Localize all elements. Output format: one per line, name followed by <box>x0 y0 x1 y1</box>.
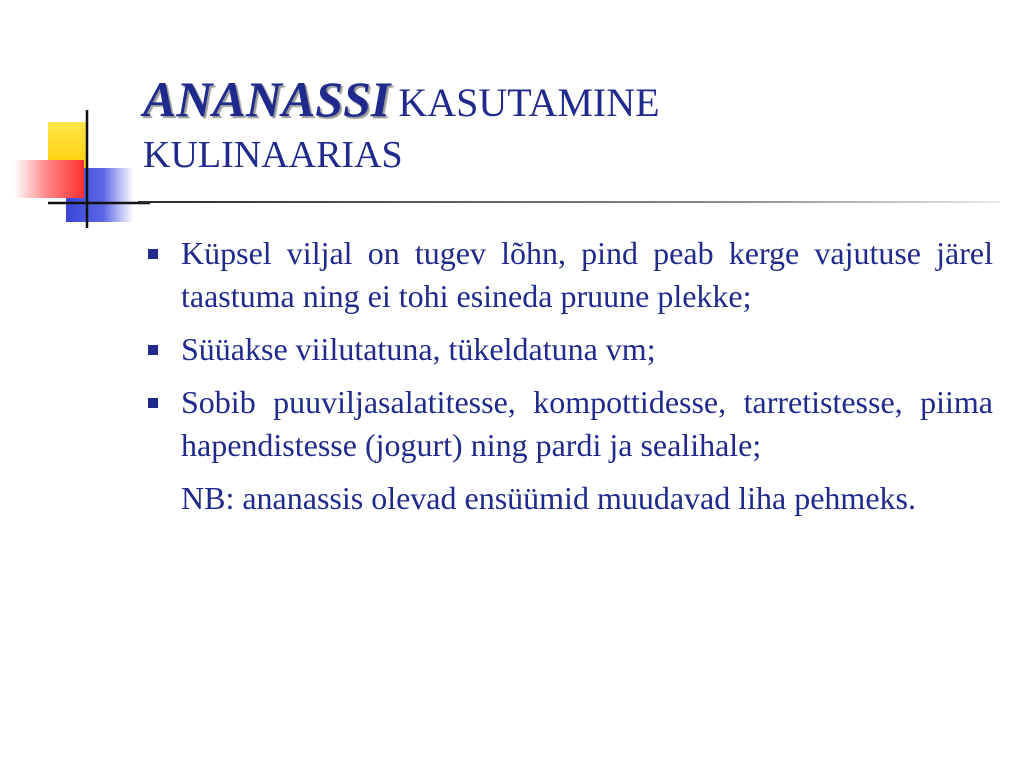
bullet-text: Küpsel viljal on tugev lõhn, pind peab kerge vajutuse järel taastuma ning ei tohi esineda pruune plekke; <box>181 235 993 314</box>
logo-red-square <box>14 160 84 198</box>
bullet-square-icon <box>148 249 158 259</box>
title-rest: KASUTAMINE <box>398 80 660 125</box>
bullet-item <box>145 232 993 318</box>
title-line2: KULINAARIAS <box>143 134 403 176</box>
title-divider <box>138 201 1000 203</box>
bullet-text: Sobib puuviljasalatitesse, kompottidesse, tarretistesse, piima hapendistesse (jogurt) ning pardi ja sealihale; <box>181 384 993 463</box>
bullet-square-icon <box>148 398 158 408</box>
bullet-square-icon <box>148 345 158 355</box>
bullet-item <box>145 328 993 371</box>
bullet-text: Süüakse viilutatuna, tükeldatuna vm; <box>181 331 656 367</box>
bullet-list <box>145 232 993 520</box>
bullet-item <box>145 381 993 467</box>
slide-title <box>143 72 1003 177</box>
slide-logo-icon <box>0 0 150 240</box>
note-text: NB: ananassis olevad ensüümid muudavad liha pehmeks. <box>181 480 916 516</box>
title-main: ANANASSI <box>143 71 391 127</box>
